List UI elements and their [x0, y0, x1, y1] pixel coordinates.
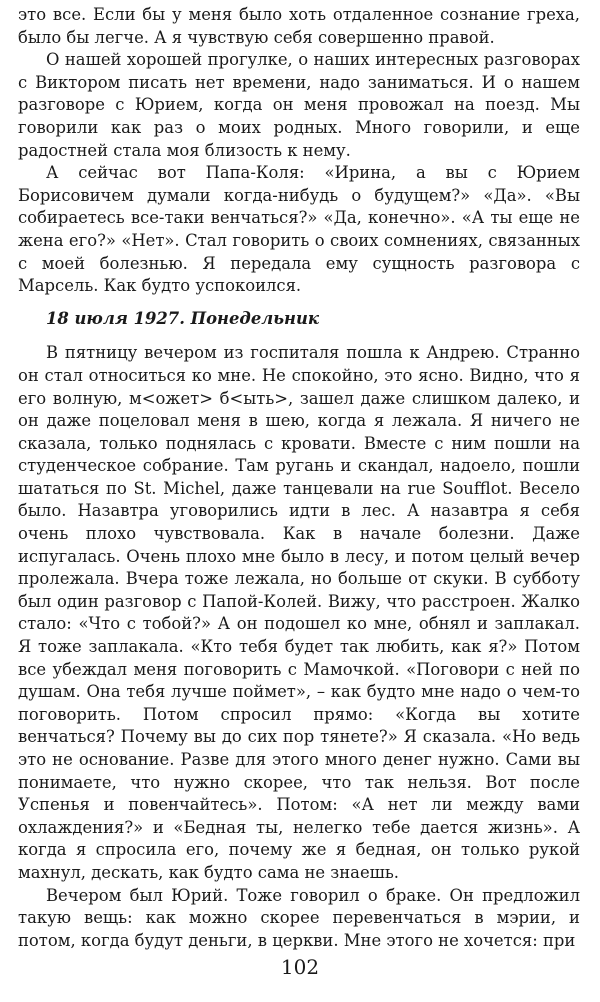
paragraph-viktor-walk: О нашей хорошей прогулке, о наших интересных разговорах с Виктором писать нет времени, надо заниматься. И о нашем разговоре с Юрием, когда он меня провожал на поезд. Мы говорили как раз о моих родных. Много говорили, и еще радостней стала моя близость к нему. — [18, 50, 580, 160]
diary-entry-heading: 18 июля 1927. Понедельник — [46, 308, 320, 328]
paragraph-friday-evening: В пятницу вечером из госпиталя пошла к Андрею. Странно он стал относиться ко мне. Не спокойно, это ясно. Видно, что я его волную, м<ожет> б<ыть>, зашел даже слишком далеко, и он даже поцеловал меня в шею, когда я лежала. Я ничего не сказала, только поднялась с кровати. Вместе с ним пошли на студенческое собрание. Там ругань и скандал, надоело, пошли шататься по St. Michel, даже танцевали на rue Soufflot. Весело было. Назавтра уговорились идти в лес. А назавтра я себя очень плохо чувствовала. Как в начале болезни. Даже испугалась. Очень плохо мне было в лесу, и потом целый вечер пролежала. Вчера тоже лежала, но больше от скуки. В субботу был один разговор с Папой-Колей. Вижу, что расстроен. Жалко стало: «Что с тобой?» А он подошел ко мне, обнял и заплакал. Я тоже заплакала. «Кто тебя будет так любить, как я?» Потом все убеждал меня поговорить с Мамочкой. «Поговори с ней по душам. Она тебя лучше поймет», – как будто мне надо о чем-то поговорить. Потом спросил прямо: «Когда вы хотите венчаться? Почему вы до сих пор тянете?» Я сказала. «Но ведь это не основание. Разве для этого много денег нужно. Сами вы понимаете, что нужно скорее, что так нельзя. Вот после Успенья и повенчайтесь». Потом: «А нет ли между вами охлаждения?» и «Бедная ты, нелегко тебе дается жизнь». А когда я спросила его, почему же я бедная, он только рукой махнул, дескать, как будто сама не знаешь. — [18, 343, 580, 882]
book-page — [18, 4, 580, 952]
paragraph-papa-kolya: А сейчас вот Папа-Коля: «Ирина, а вы с Юрием Борисовичем думали когда-нибудь о будущем?» «Да». «Вы собираетесь все-таки венчаться?» «Да, конечно». «А ты еще не жена его?» «Нет». Стал говорить о своих сомнениях, связанных с моей болезнью. Я передала ему сущность разговора с Марсель. Как будто успокоился. — [18, 163, 580, 296]
page-number: 102 — [280, 955, 320, 979]
paragraph-continuation: это все. Если бы у меня было хоть отдаленное сознание греха, было бы легче. А я чувствую себя совершенно правой. — [18, 5, 580, 47]
paragraph-yuri-evening: Вечером был Юрий. Тоже говорил о браке. Он предложил такую вещь: как можно скорее перевенчаться в мэрии, и потом, когда будут деньги, в церкви. Мне этого не хочется: при — [18, 885, 580, 950]
